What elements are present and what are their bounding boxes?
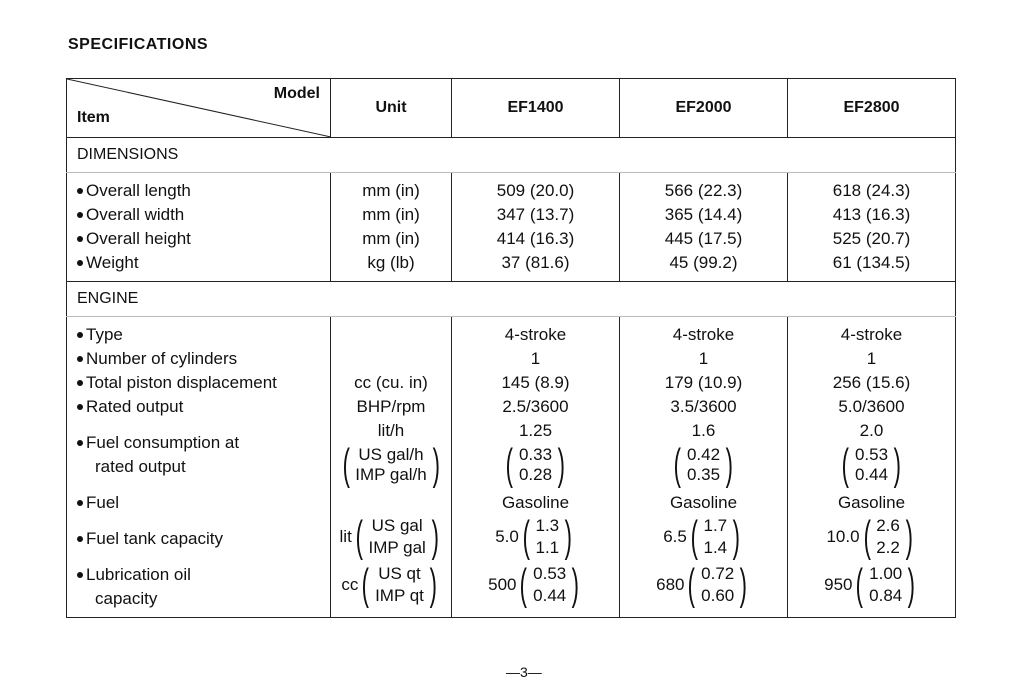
value-imp: 0.84 [869,586,903,605]
item-label: Overall height [86,229,191,248]
spec-value: 1.25 [518,421,553,440]
value-main: 500 [488,575,517,594]
bullet-icon [77,440,83,446]
spec-value-bracketed [452,440,619,491]
right-paren-icon: ) [739,560,748,609]
engine-ef2000 [620,317,788,618]
page-title: SPECIFICATIONS [68,36,209,53]
value-main: 10.0 [826,527,860,546]
spec-value: 4-stroke [504,325,567,344]
left-paren-icon: ( [841,440,850,489]
left-paren-icon: ( [355,512,363,561]
spec-value: 4-stroke [672,325,735,344]
value-imp: 0.44 [854,465,889,484]
spec-value: Gasoline [501,493,570,512]
bullet-icon [77,236,83,242]
value-us: 2.6 [876,516,900,535]
engine-ef1400 [452,317,620,618]
spec-value: 566 (22.3) [664,181,743,200]
item-label: Weight [86,253,139,272]
unit-us: US qt [378,564,421,583]
right-paren-icon: ) [571,560,580,609]
left-paren-icon: ( [690,512,698,561]
unit-imp: IMP qt [375,586,424,605]
value-imp: 0.60 [701,586,735,605]
unit-value-bracketed [331,512,451,563]
section-label-dimensions: DIMENSIONS [67,138,956,173]
bullet-icon [77,332,83,338]
section-row-engine [67,282,956,317]
value-us: 1.3 [535,516,560,535]
unit-us: US gal/h [358,445,424,464]
value-main: 5.0 [495,527,519,546]
unit-value: lit/h [377,421,405,440]
left-paren-icon: ( [673,440,682,489]
value-imp: 0.44 [533,586,567,605]
bullet-icon [77,572,83,578]
list-item [67,347,330,371]
spec-value: 1 [698,349,709,368]
list-item [67,323,330,347]
spec-value: 61 (134.5) [832,253,911,272]
spec-value: 1 [530,349,541,368]
spec-value: Gasoline [837,493,906,512]
value-us: 0.42 [686,445,721,464]
left-paren-icon: ( [520,560,528,609]
header-unit: Unit [331,79,452,138]
engine-block [67,317,956,618]
right-paren-icon: ) [431,512,439,561]
value-us: 0.53 [533,564,567,583]
list-item [67,203,330,227]
item-label-continued: capacity [95,589,158,608]
spec-value: 414 (16.3) [496,229,575,248]
spec-value: 1.6 [691,421,716,440]
section-row-dimensions [67,138,956,173]
spec-value: 2.5/3600 [502,397,569,416]
list-item [67,179,330,203]
item-label: Total piston displacement [86,373,277,392]
right-paren-icon: ) [564,512,573,561]
value-us: 1.00 [869,564,903,583]
section-label-engine: ENGINE [67,282,956,317]
spec-value-bracketed [452,560,619,611]
item-label-continued: rated output [95,457,186,476]
engine-items [67,317,331,618]
spec-value-bracketed [452,512,619,563]
value-imp: 2.2 [876,538,900,557]
dimensions-ef2000 [620,173,788,282]
unit-imp: IMP gal/h [355,465,427,484]
unit-value: mm (in) [362,181,420,200]
left-paren-icon: ( [522,512,530,561]
value-us: 1.7 [703,516,728,535]
spec-value: 525 (20.7) [832,229,911,248]
bullet-icon [77,404,83,410]
value-imp: 1.1 [535,538,560,557]
page-number: —3— [506,664,542,680]
spec-value: 365 (14.4) [664,205,743,224]
table-header-row [67,79,956,138]
spec-value-bracketed [620,440,787,491]
value-imp: 0.35 [686,465,721,484]
list-item [67,395,330,419]
list-item [67,515,330,563]
dimensions-ef2800 [788,173,956,282]
spec-value: 509 (20.0) [496,181,575,200]
item-label: Type [86,325,123,344]
right-paren-icon: ) [732,512,741,561]
item-label: Number of cylinders [86,349,238,368]
value-main: 680 [656,575,685,594]
dimensions-block [67,173,956,282]
left-paren-icon: ( [688,560,696,609]
right-paren-icon: ) [432,440,440,489]
unit-us: US gal [371,516,423,535]
spec-value: 618 (24.3) [832,181,911,200]
specifications-table [66,78,956,618]
bullet-icon [77,536,83,542]
header-item-label: Item [77,109,110,126]
left-paren-icon: ( [362,560,370,609]
spec-value-bracketed [620,512,787,563]
spec-value-bracketed [620,560,787,611]
list-item [67,419,330,491]
value-us: 0.53 [854,445,889,464]
unit-value: BHP/rpm [356,397,426,416]
header-model-ef2000: EF2000 [620,79,788,138]
list-item [67,371,330,395]
spec-value: 4-stroke [840,325,903,344]
list-item [67,563,330,611]
unit-value-bracketed [331,560,451,611]
left-paren-icon: ( [863,512,871,561]
dimensions-ef1400 [452,173,620,282]
right-paren-icon: ) [905,512,913,561]
unit-value-empty [331,347,451,371]
item-label: Fuel consumption at [86,433,240,452]
item-label: Lubrication oil [86,565,191,584]
bullet-icon [77,212,83,218]
item-label: Fuel tank capacity [86,529,224,548]
item-label: Rated output [86,397,184,416]
value-us: 0.33 [518,445,553,464]
header-model-ef2800: EF2800 [788,79,956,138]
left-paren-icon: ( [505,440,514,489]
unit-value: mm (in) [362,229,420,248]
spec-value: 145 (8.9) [501,373,570,392]
bullet-icon [77,356,83,362]
spec-value: 256 (15.6) [832,373,911,392]
spec-value: 413 (16.3) [832,205,911,224]
left-paren-icon: ( [856,560,864,609]
value-imp: 1.4 [703,538,728,557]
header-model-label: Model [273,85,320,102]
value-us: 0.72 [701,564,735,583]
spec-value: 179 (10.9) [664,373,743,392]
engine-units [331,317,452,618]
bullet-icon [77,260,83,266]
item-label: Overall length [86,181,191,200]
spec-value: 37 (81.6) [501,253,570,272]
unit-prefix: cc [341,575,359,594]
item-label: Overall width [86,205,185,224]
unit-value-empty [331,323,451,347]
value-main: 6.5 [663,527,687,546]
spec-value: 3.5/3600 [670,397,737,416]
left-paren-icon: ( [342,440,350,489]
list-item [67,491,330,515]
value-imp: 0.28 [518,465,553,484]
spec-value: 5.0/3600 [838,397,905,416]
right-paren-icon: ) [429,560,437,609]
spec-value: 45 (99.2) [669,253,738,272]
unit-value: cc (cu. in) [354,373,428,392]
bullet-icon [77,380,83,386]
right-paren-icon: ) [893,440,902,489]
list-item [67,227,330,251]
spec-value: Gasoline [669,493,738,512]
header-model-ef1400: EF1400 [452,79,620,138]
header-diagonal-cell [67,79,331,138]
list-item [67,251,330,275]
right-paren-icon: ) [907,560,916,609]
bullet-icon [77,500,83,506]
value-main: 950 [824,575,853,594]
spec-value: 1 [866,349,877,368]
spec-value: 2.0 [859,421,884,440]
dimensions-units [331,173,452,282]
right-paren-icon: ) [557,440,566,489]
spec-value: 445 (17.5) [664,229,743,248]
dimensions-items [67,173,331,282]
unit-value: mm (in) [362,205,420,224]
unit-prefix: lit [339,527,352,546]
spec-value-bracketed [788,512,955,563]
bullet-icon [77,188,83,194]
spec-value: 347 (13.7) [496,205,575,224]
right-paren-icon: ) [725,440,734,489]
spec-value-bracketed [788,560,955,611]
item-label: Fuel [86,493,120,512]
unit-value-bracketed [331,440,451,491]
unit-value: kg (lb) [367,253,415,272]
unit-imp: IMP gal [368,538,426,557]
engine-ef2800 [788,317,956,618]
spec-value-bracketed [788,440,955,491]
